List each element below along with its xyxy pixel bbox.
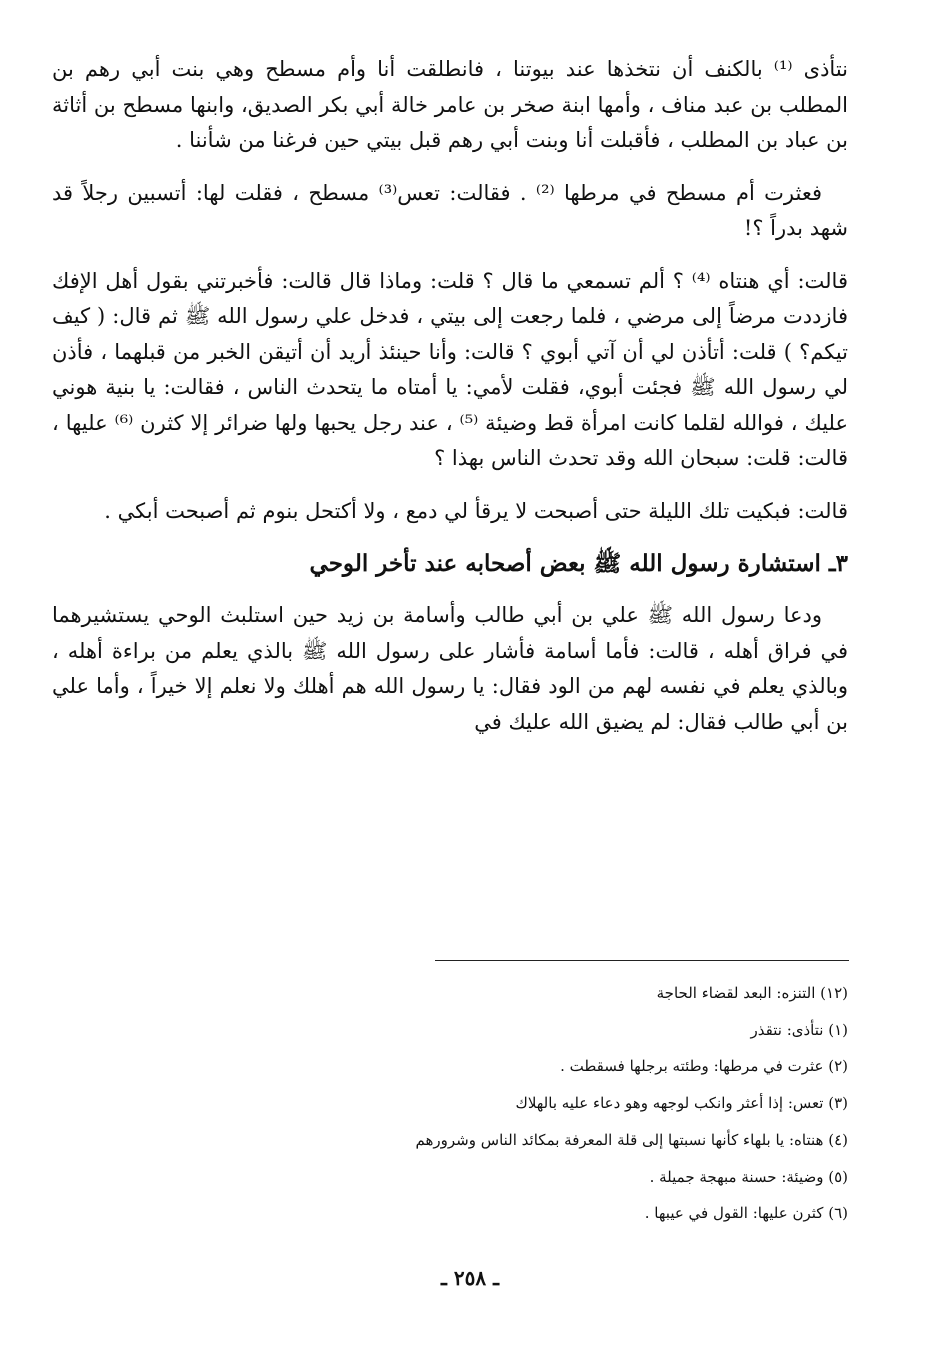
paragraph-2: فعثرت أم مسطح في مرطها ⁽²⁾ . فقالت: تعس⁽³⁾ مسطح ، فقلت لها: أتسبين رجلاً قد شهد بدراً ؟!: [52, 180, 848, 240]
footnote-1: (١) نتأذى: نتقذر: [750, 1020, 848, 1039]
footnote-3: (٣) تعس: إذا أعثر وانكب لوجهه وهو دعاء عليه بالهلاك: [515, 1094, 848, 1113]
paragraph-1: نتأذى ⁽¹⁾ بالكنف أن نتخذها عند بيوتنا ، فانطلقت أنا وأم مسطح وهي بنت أبي رهم بن المطلب بن عبد مناف ، وأمها ابنة صخر بن عامر خالة أبي بكر الصديق، وابنها مسطح بن أثاثة بن عباد بن المطلب ، فأقبلت أنا وبنت أبي رهم قبل بيتي حين فرغنا من شأننا .: [52, 57, 848, 152]
page-number: ـ ٢٥٨ ـ: [441, 1266, 499, 1290]
footnotes: [300, 975, 848, 1232]
footnote-2: (٢) عثرت في مرطها: وطئته برجلها فسقطت .: [560, 1057, 848, 1076]
footnote-5: (٥) وضيئة: حسنة مبهجة جميلة .: [649, 1167, 848, 1186]
footnote-4: (٤) هنتاه: يا بلهاء كأنها نسبتها إلى قلة المعرفة بمكائد الناس وشرورهم: [415, 1130, 848, 1149]
section-heading: ٣ـ استشارة رسول الله ﷺ بعض أصحابه عند تأخر الوحي: [309, 550, 848, 577]
main-text: [52, 52, 848, 757]
paragraph-5: ودعا رسول الله ﷺ علي بن أبي طالب وأسامة بن زيد حين استلبث الوحي يستشيرهما في فراق أهله ، قالت: فأما أسامة فأشار على رسول الله ﷺ بالذي يعلم من براءة أهله ، وبالذي يعلم في نفسه لهم من الود فقال: يا رسول الله هم أهلك ولا نعلم إلا خيراً ، وأما علي بن أبي طالب فقال: لم يضيق الله عليك في: [52, 603, 848, 734]
footnote-12: (١٢) التنزه: البعد لقضاء الحاجة: [656, 984, 848, 1002]
paragraph-3: قالت: أي هنتاه ⁽⁴⁾ ؟ ألم تسمعي ما قال ؟ قلت: وماذا قال قالت: فأخبرتني بقول أهل الإفك فازددت مرضاً إلى مرضي ، فلما رجعت إلى بيتي ، فدخل علي رسول الله ﷺ ثم قال: ( كيف تيكم؟ ) قلت: أتأذن لي أن آتي أبوي ؟ قالت: وأنا حينئذ أريد أن أتيقن الخبر من قبلهما ، فأذن لي رسول الله ﷺ فجئت أبوي، فقلت لأمي: يا أمتاه ما يتحدث الناس ، فقالت: يا بنية هوني عليك ، فوالله لقلما كانت امرأة قط وضيئة ⁽⁵⁾ ، عند رجل يحبها ولها ضرائر إلا كثرن ⁽⁶⁾ عليها ، قالت: قلت: سبحان الله وقد تحدث الناس بهذا ؟: [52, 268, 849, 470]
footnote-6: (٦) كثرن عليها: القول في عيبها .: [644, 1204, 848, 1223]
footnote-divider: [435, 960, 849, 961]
paragraph-4: قالت: فبكيت تلك الليلة حتى أصبحت لا يرقأ لي دمع ، ولا أكتحل بنوم ثم أصبحت أبكي .: [104, 498, 848, 523]
